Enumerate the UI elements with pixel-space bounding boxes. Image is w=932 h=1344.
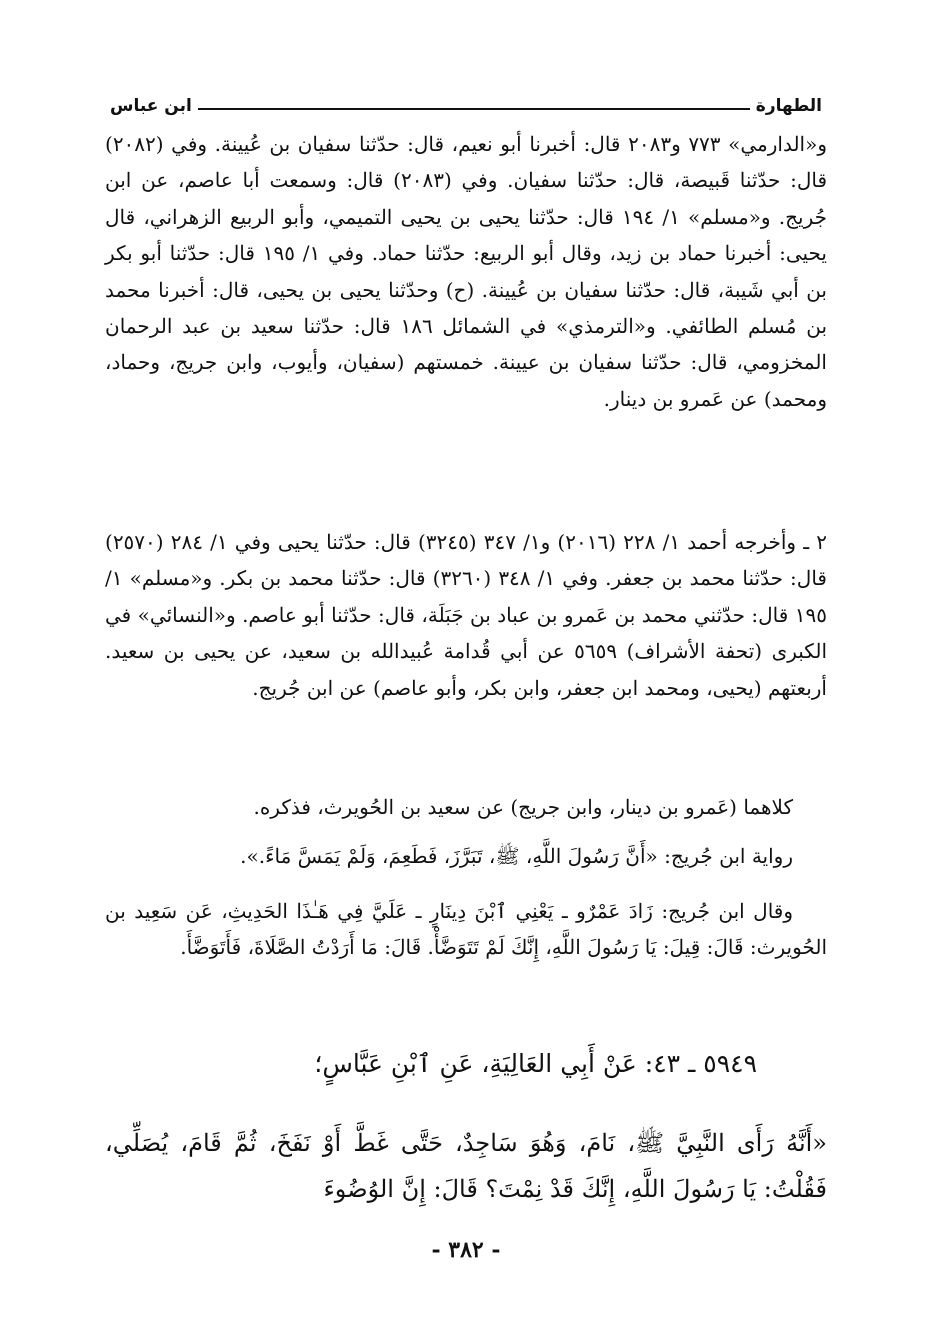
header-chapter-title: الطهارة [755,96,822,116]
hadith-body [105,1120,827,1212]
hadith-heading [105,1044,827,1084]
header-section-title: ابن عباس [110,96,192,116]
paragraph-text: و«الدارمي» ٧٧٣ و٢٠٨٣ قال: أخبرنا أبو نعيم، قال: حدّثنا سفيان بن عُيينة. وفي (٢٠٨٢) قال: حدّثنا قَبيصة، قال: حدّثنا سفيان. وفي (٢٠٨٣) قال: وسمعت أبا عاصم، عن ابن جُريج. و«مسلم» ١/ ١٩٤ قال: حدّثنا يحيى بن يحيى التميمي، وأبو الربيع الزهراني، قال يحيى: أخبرنا حماد بن زيد، وقال أبو الربيع: حدّثنا حماد. وفي ١/ ١٩٥ قال: حدّثنا أبو بكر بن أبي شَيبة، قال: حدّثنا سفيان بن عُيينة. (ح) وحدّثنا يحيى بن يحيى، قال: أخبرنا محمد بن مُسلم الطائفي. و«الترمذي» في الشمائل ١٨٦ قال: حدّثنا سعيد بن عبد الرحمان المخزومي، قال: حدّثنا سفيان بن عيينة. خمستهم (سفيان، وأيوب، وابن جريج، وحماد، ومحمد) عن عَمرو بن دينار. [105,132,828,411]
page-number: - ٣٨٢ - [431,1237,501,1263]
paragraph-sources-1 [105,126,827,417]
paragraph-text: وقال ابن جُريج: زَادَ عَمْرٌو ـ يَعْنِي ٱبْنَ دِينَارٍ ـ عَلَيَّ فِي هَـٰذَا الحَدِيثِ، عَن سَعِيد بن الحُويرث: قَالَ: قِيلَ: يَا رَسُولَ اللَّهِ، إِنَّكَ لَمْ تَتَوَضَّأْ. قَالَ: مَا أَرَدْتُ الصَّلَاةَ، فَأَتَوَضَّأَ. [105,899,827,959]
paragraph-addition [105,893,827,965]
paragraph-sources-2 [105,524,827,706]
paragraph-text: رواية ابن جُريج: «أَنَّ رَسُولَ اللَّهِ، ﷺ، تَبَرَّزَ، فَطَعِمَ، وَلَمْ يَمَسَّ مَاءً.». [240,844,793,868]
paragraph-summary [105,789,827,825]
paragraph-text: كلاهما (عَمرو بن دينار، وابن جريج) عن سعيد بن الحُويرث، فذكره. [253,795,793,819]
paragraph-text: ٢ ـ وأخرجه أحمد ١/ ٢٢٨ (٢٠١٦) و١/ ٣٤٧ (٣٢٤٥) قال: حدّثنا يحيى وفي ١/ ٢٨٤ (٢٥٧٠) قال: حدّثنا محمد بن جعفر. وفي ١/ ٣٤٨ (٣٢٦٠) قال: حدّثنا محمد بن بكر. و«مسلم» ١/ ١٩٥ قال: حدّثني محمد بن عَمرو بن عباد بن جَبَلَة، قال: حدّثنا أبو عاصم. و«النسائي» في الكبرى (تحفة الأشراف) ٥٦٥٩ عن أبي قُدامة عُبيدالله بن سعيد، عن يحيى بن سعيد. أربعتهم (يحيى، ومحمد ابن جعفر، وابن بكر، وأبو عاصم) عن ابن جُريج. [105,530,828,700]
running-header [110,88,822,116]
hadith-heading-text: ٥٩٤٩ ـ ٤٣: عَنْ أَبِي العَالِيَةِ، عَنِ ٱبْنِ عَبَّاسٍ؛ [314,1049,757,1078]
header-rule [198,108,750,110]
paragraph-narration [105,838,827,874]
hadith-body-text: «أَنَّهُ رَأَى النَّبِيَّ ﷺ، نَامَ، وَهُوَ سَاجِدٌ، حَتَّى غَطَّ أَوْ نَفَخَ، ثُمَّ قَامَ، يُصَلِّي، فَقُلْتُ: يَا رَسُولَ اللَّهِ، إِنَّكَ قَدْ نِمْتَ؟ قَالَ: إِنَّ الوُضُوءَ [105,1129,827,1203]
